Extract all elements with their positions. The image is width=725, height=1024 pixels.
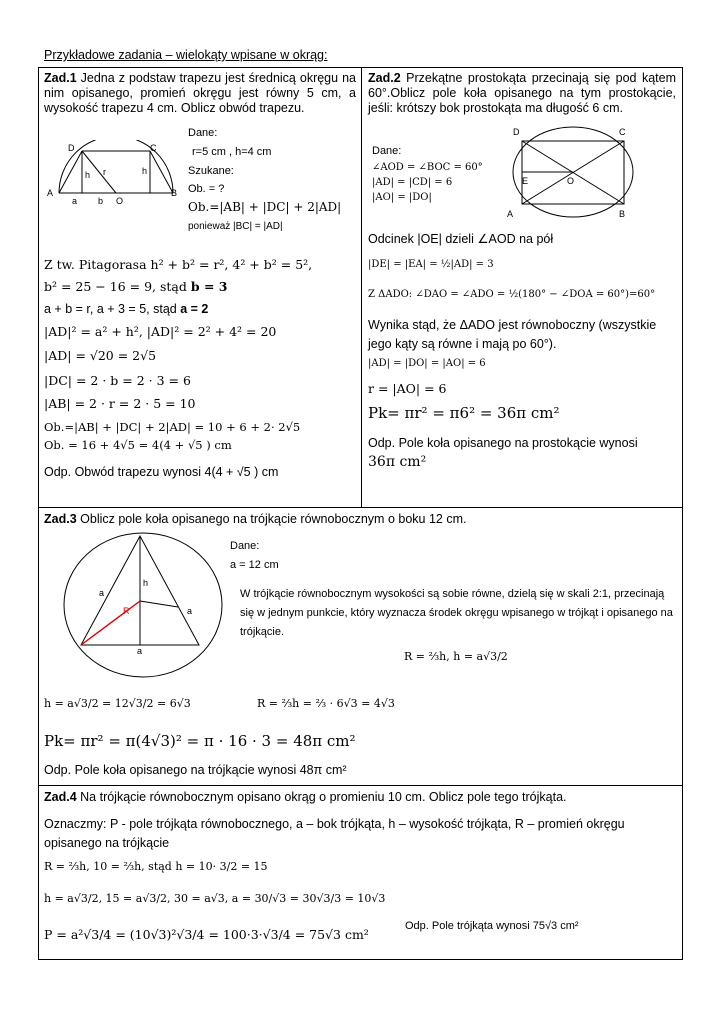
- zad1-fig-label-c: C: [150, 143, 157, 153]
- zad1-answer: Odp. Obwód trapezu wynosi 4(4 + √5 ) cm: [44, 465, 279, 479]
- zad3-triangle-figure: [60, 530, 230, 680]
- zad3-dane-label: Dane:: [230, 540, 260, 552]
- zad1-line-2-result: b = 3: [190, 279, 228, 294]
- zad4-line-2: h = a√3/2, 15 = a√3/2, 30 = a√3, a = 30/√3 = 30√3/3 = 10√3: [44, 892, 386, 905]
- zad2-fig-label-o: O: [567, 176, 575, 186]
- zad2-dane-1: ∠AOD = ∠BOC = 60°: [372, 162, 483, 173]
- zad3-dane-value: a = 12 cm: [230, 559, 279, 571]
- zad1-label: Zad.1: [44, 71, 77, 85]
- zad1-szukane-label: Szukane:: [188, 165, 234, 177]
- zad1-line-6: |DC| = 2 · b = 2 · 3 = 6: [44, 373, 191, 388]
- zad1-fig-label-r: r: [103, 167, 106, 177]
- zad2-text: Przekątne prostokąta przecinają się pod kątem 60°.Oblicz pole koła opisanego na tym prostokącie, jeśli: krótszy bok prostokąta ma długość 6 cm.: [368, 71, 676, 115]
- zad1-fig-label-a: A: [47, 188, 54, 198]
- zad1-fig-label-b: B: [171, 188, 178, 198]
- zad1-line-8: Ob.=|AB| + |DC| + 2|AD| = 10 + 6 + 2· 2√5: [44, 420, 301, 434]
- zad2-fig-label-d: D: [513, 127, 520, 137]
- zad1-dane-value: r=5 cm , h=4 cm: [192, 146, 272, 158]
- zad2-answer-1: Odp. Pole koła opisanego na prostokącie wynosi: [368, 436, 638, 450]
- zad2-fig-label-a: A: [507, 209, 514, 219]
- page-title: Przykładowe zadania – wielokąty wpisane w okrąg:: [44, 48, 328, 62]
- zad1-line-3-result: a = 2: [180, 302, 209, 316]
- zad3-line-2: R = ⅔h = ⅔ · 6√3 = 4√3: [257, 697, 395, 710]
- zad2-rectangle-figure: [503, 122, 643, 222]
- zad2-line-5: |AD| = |DO| = |AO| = 6: [368, 358, 486, 369]
- zad2-line-7: Pk= πr² = π6² = 36π cm²: [368, 404, 560, 422]
- zad1-fig-label-h2: h: [142, 166, 148, 176]
- zad2-line-3: Z ΔADO: ∠DAO = ∠ADO = ½(180° − ∠DOA = 60°)=60°: [368, 289, 656, 300]
- zad2-dane-3: |AO| = |DO|: [372, 192, 432, 203]
- zad4-answer: Odp. Pole trójkąta wynosi 75√3 cm²: [405, 920, 579, 932]
- row-divider: [39, 507, 682, 508]
- zad1-fig-label-b-seg: b: [98, 196, 104, 206]
- zad1-line-1: Z tw. Pitagorasa h² + b² = r², 4² + b² = 5²,: [44, 257, 313, 272]
- zad1-line-2-text: b² = 25 − 16 = 9, stąd: [44, 279, 191, 294]
- zad1-line-5: |AD| = √20 = 2√5: [44, 348, 157, 363]
- zad3-fig-label-r: R: [123, 606, 130, 616]
- zad3-label: Zad.3: [44, 512, 77, 526]
- zad4-line-1: R = ⅔h, 10 = ⅔h, stąd h = 10· 3/2 = 15: [44, 860, 268, 873]
- zad2-dane-label: Dane:: [372, 145, 402, 157]
- zad1-szukane-2: Ob.=|AB| + |DC| + 2|AD|: [188, 200, 342, 214]
- zad1-line-3-text: a + b = r, a + 3 = 5, stąd: [44, 302, 181, 316]
- zad3-median: [140, 601, 178, 607]
- zad1-fig-label-h1: h: [85, 170, 91, 180]
- zad1-line-9: Ob. = 16 + 4√5 = 4(4 + √5 ) cm: [44, 438, 232, 452]
- zad3-statement: [44, 512, 466, 526]
- zad2-fig-label-e: E: [522, 176, 529, 186]
- zad1-fig-label-a-seg: a: [72, 196, 78, 206]
- zad1-line-3: [44, 302, 208, 316]
- zad1-line-2: [44, 279, 227, 294]
- zad1-trapezoid-figure: [44, 140, 184, 210]
- zad2-dane-2: |AD| = |CD| = 6: [372, 177, 453, 188]
- zad4-notation: Oznaczmy: P - pole trójkąta równobocznego, a – bok trójkąta, h – wysokość trójkąta, R – promień okręgu opisanego na trójkącie: [44, 817, 625, 850]
- zad2-fig-label-c: C: [619, 127, 626, 137]
- zad3-line-1: h = a√3/2 = 12√3/2 = 6√3: [44, 697, 191, 710]
- zad2-label: Zad.2: [368, 71, 401, 85]
- zad3-fig-label-h: h: [143, 578, 149, 588]
- zad1-fig-label-d: D: [68, 143, 75, 153]
- zad3-answer: Odp. Pole koła opisanego na trójkącie wynosi 48π cm²: [44, 763, 347, 777]
- zad1-statement: [44, 71, 356, 116]
- zad2-line-2: |DE| = |EA| = ½|AD| = 3: [368, 259, 494, 270]
- zad3-circle: [64, 533, 222, 677]
- zad2-line-6: r = |AO| = 6: [368, 381, 447, 396]
- zad3-info: W trójkącie równobocznym wysokości są sobie równe, dzielą się w skali 2:1, przecinają się w jednym punkcie, który wyznacza środek okręgu wpisanego w trójkąt i opisanego na trójkącie.: [240, 588, 673, 638]
- zad2-fig-label-b: B: [619, 209, 626, 219]
- zad2-statement: [368, 71, 676, 116]
- zad3-fig-label-a2: a: [187, 606, 193, 616]
- zad3-text: Oblicz pole koła opisanego na trójkącie równobocznym o boku 12 cm.: [80, 512, 467, 526]
- zad2-line-1: Odcinek |OE| dzieli ∠AOD na pół: [368, 232, 554, 246]
- zad1-line-4: |AD|² = a² + h², |AD|² = 2² + 4² = 20: [44, 324, 277, 339]
- row-divider: [39, 785, 682, 786]
- column-divider: [361, 68, 362, 507]
- zad2-answer-2: 36π cm²: [368, 454, 427, 470]
- zad1-dane-label: Dane:: [188, 127, 218, 139]
- zad3-radius-r: [81, 601, 140, 645]
- zad1-line-7: |AB| = 2 · r = 2 · 5 = 10: [44, 396, 196, 411]
- zad3-fig-label-a3: a: [137, 646, 143, 656]
- zad1-fig-label-o: O: [116, 196, 124, 206]
- zad3-line-3: Pk= πr² = π(4√3)² = π · 16 · 3 = 48π cm²: [44, 732, 356, 750]
- zad4-statement: [44, 790, 567, 804]
- zad1-text: Jedna z podstaw trapezu jest średnicą okręgu na nim opisanego, promień okręgu jest równy 5 cm, a wysokość trapezu 4 cm. Oblicz obwód trapezu.: [44, 71, 356, 115]
- zad4-label: Zad.4: [44, 790, 77, 804]
- zad3-fig-label-a1: a: [99, 588, 105, 598]
- zad1-szukane-3: ponieważ |BC| = |AD|: [188, 221, 283, 232]
- zad4-text: Na trójkącie równobocznym opisano okrąg o promieniu 10 cm. Oblicz pole tego trójkąta.: [80, 790, 567, 804]
- zad1-szukane-1: Ob. = ?: [188, 183, 225, 195]
- zad2-line-4: Wynika stąd, że ΔADO jest równoboczny (wszystkie jego kąty są równe i mają po 60°).: [368, 318, 657, 351]
- zad3-formula: R = ⅔h, h = a√3/2: [404, 650, 508, 663]
- zad4-line-3: P = a²√3/4 = (10√3)²√3/4 = 100·3·√3/4 = 75√3 cm²: [44, 927, 369, 942]
